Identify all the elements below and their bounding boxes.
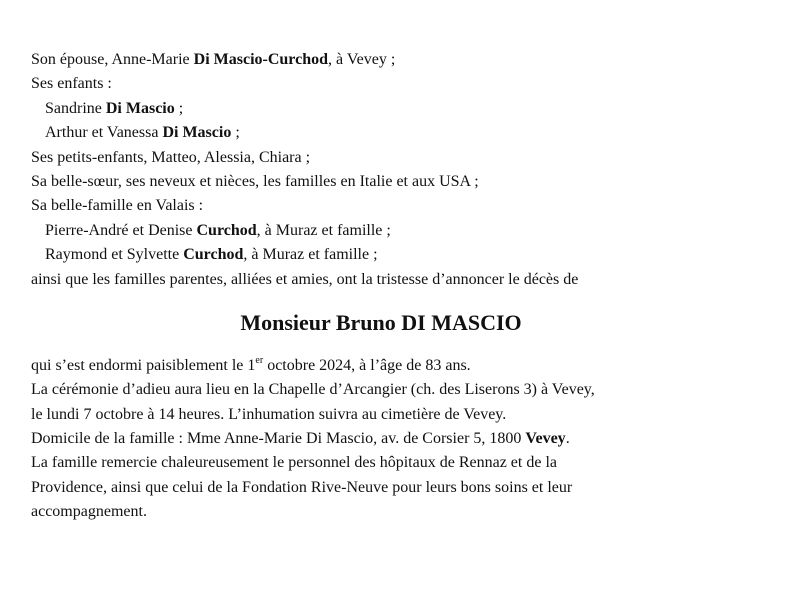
domicile-end: .: [565, 430, 570, 448]
passing-line: [31, 354, 751, 378]
announcement-line: ainsi que les familles parentes, alliées et amies, ont la tristesse d’annoncer le décès de: [31, 270, 579, 288]
obituary-notice: [31, 48, 751, 525]
inlaw2-surname: Curchod: [183, 246, 244, 264]
ceremony-line-1: La cérémonie d’adieu aura lieu en la Chapelle d’Arcangier (ch. des Liserons 3) à Vevey,: [31, 381, 595, 399]
child1-surname: Di Mascio: [105, 99, 175, 117]
thanks-line-2: Providence, ainsi que celui de la Fondation Rive-Neuve pour leurs bons soins et leur: [31, 478, 573, 496]
deceased-name-heading: Monsieur Bruno DI MASCIO: [240, 309, 522, 335]
passing-text: qui s’est endormi paisiblement le 1: [31, 356, 256, 374]
inlaw1-surname: Curchod: [196, 221, 257, 239]
thanks-line-3: accompagnement.: [31, 503, 147, 521]
in-laws-heading: Sa belle-famille en Valais :: [31, 197, 204, 215]
inlaw2-name: Raymond et Sylvette: [45, 246, 184, 264]
spouse-line: [31, 48, 751, 72]
grandchildren-line: Ses petits-enfants, Matteo, Alessia, Chiara ;: [31, 148, 311, 166]
child-line-2: [31, 121, 751, 145]
child-line-1: [31, 97, 751, 121]
children-heading: Ses enfants :: [31, 75, 112, 93]
inlaw1-name: Pierre-André et Denise: [45, 221, 197, 239]
spouse-location: , à Vevey ;: [328, 51, 396, 68]
spouse-surname: Di Mascio-Curchod: [193, 51, 329, 68]
inlaw2-end: , à Muraz et famille ;: [243, 246, 378, 264]
sister-in-law-line: Sa belle-sœur, ses neveux et nièces, les familles en Italie et aux USA ;: [31, 172, 479, 190]
ordinal-suffix: er: [255, 354, 264, 366]
child2-end: ;: [231, 124, 240, 142]
inlaw-line-1: [31, 219, 751, 243]
domicile-line: [31, 427, 751, 451]
domicile-town: Vevey: [525, 430, 566, 448]
domicile-address: Domicile de la famille : Mme Anne-Marie Di Mascio, av. de Corsier 5, 1800: [31, 430, 526, 448]
thanks-line-1: La famille remercie chaleureusement le personnel des hôpitaux de Rennaz et de la: [31, 454, 557, 472]
spouse-text: Son épouse, Anne-Marie: [31, 51, 194, 68]
passing-date-age: octobre 2024, à l’âge de 83 ans.: [263, 356, 471, 374]
child1-name: Sandrine: [45, 99, 106, 117]
child2-surname: Di Mascio: [162, 124, 232, 142]
inlaw-line-2: [31, 243, 751, 267]
child2-name: Arthur et Vanessa: [45, 124, 163, 142]
child1-end: ;: [174, 99, 184, 117]
ceremony-line-2: le lundi 7 octobre à 14 heures. L’inhumation suivra au cimetière de Vevey.: [31, 405, 507, 423]
inlaw1-end: , à Muraz et famille ;: [256, 221, 391, 239]
